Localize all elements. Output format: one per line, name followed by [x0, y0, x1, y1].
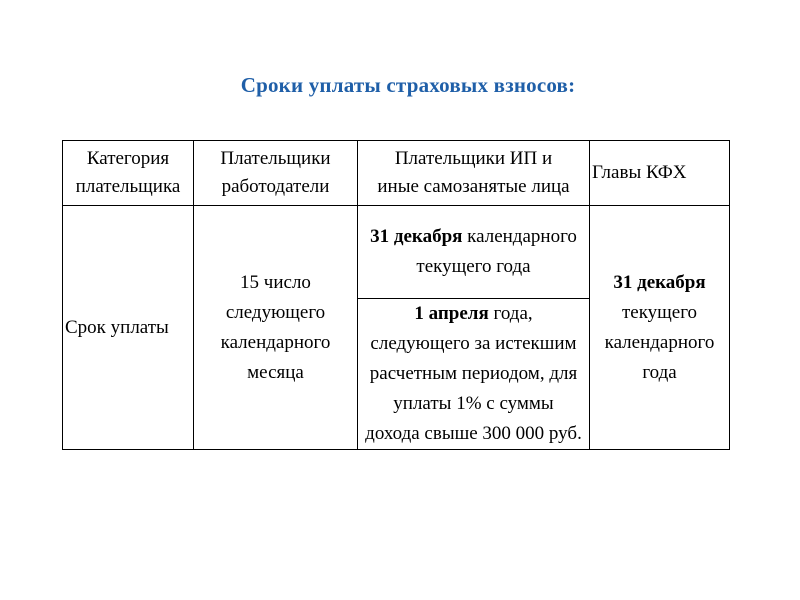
employers-line1: 15 число — [240, 271, 311, 293]
header-category-line2: плательщика — [75, 176, 181, 197]
self-employed-current-rest: календарного — [467, 226, 577, 247]
cell-category-payment-term: Срок уплаты — [63, 206, 194, 450]
header-self-employed — [358, 141, 590, 206]
self-employed-current-date: 31 декабря — [370, 226, 463, 247]
header-kfh: Главы КФХ — [590, 141, 730, 206]
header-employers — [194, 141, 358, 206]
self-employed-next-line3: расчетным периодом, для — [369, 363, 578, 384]
cell-self-employed-current-deadline — [358, 206, 590, 299]
self-employed-next-line5: дохода свыше 300 000 руб. — [365, 423, 582, 444]
header-self-employed-line1: Плательщики ИП и — [394, 148, 553, 169]
kfh-line3: календарного — [604, 331, 715, 353]
header-category-line1: Категория — [86, 148, 170, 169]
header-self-employed-line2: иные самозанятые лица — [377, 176, 570, 197]
page-title: Сроки уплаты страховых взносов: — [240, 73, 576, 97]
self-employed-next-line2: следующего за истекшим — [370, 333, 577, 354]
cell-kfh-deadline — [590, 206, 730, 450]
table-header-row — [63, 141, 730, 206]
kfh-line2: текущего — [621, 301, 698, 323]
cell-self-employed-next-deadline — [358, 299, 590, 450]
self-employed-next-date: 1 апреля — [414, 303, 489, 324]
header-employers-line1: Плательщики — [220, 148, 331, 169]
table-row — [63, 206, 730, 299]
employers-line2: следующего — [225, 301, 326, 323]
employers-line3: календарного — [220, 331, 331, 353]
self-employed-next-rest: года, — [493, 303, 533, 324]
header-category — [63, 141, 194, 206]
self-employed-next-line4: уплаты 1% с суммы — [393, 393, 554, 414]
kfh-line4: года — [642, 361, 677, 383]
cell-employers-deadline — [194, 206, 358, 450]
deadlines-table — [62, 140, 730, 450]
kfh-date: 31 декабря — [613, 271, 706, 293]
self-employed-current-line2: текущего года — [416, 256, 531, 277]
employers-line4: месяца — [247, 361, 304, 383]
header-employers-line2: работодатели — [221, 176, 330, 197]
